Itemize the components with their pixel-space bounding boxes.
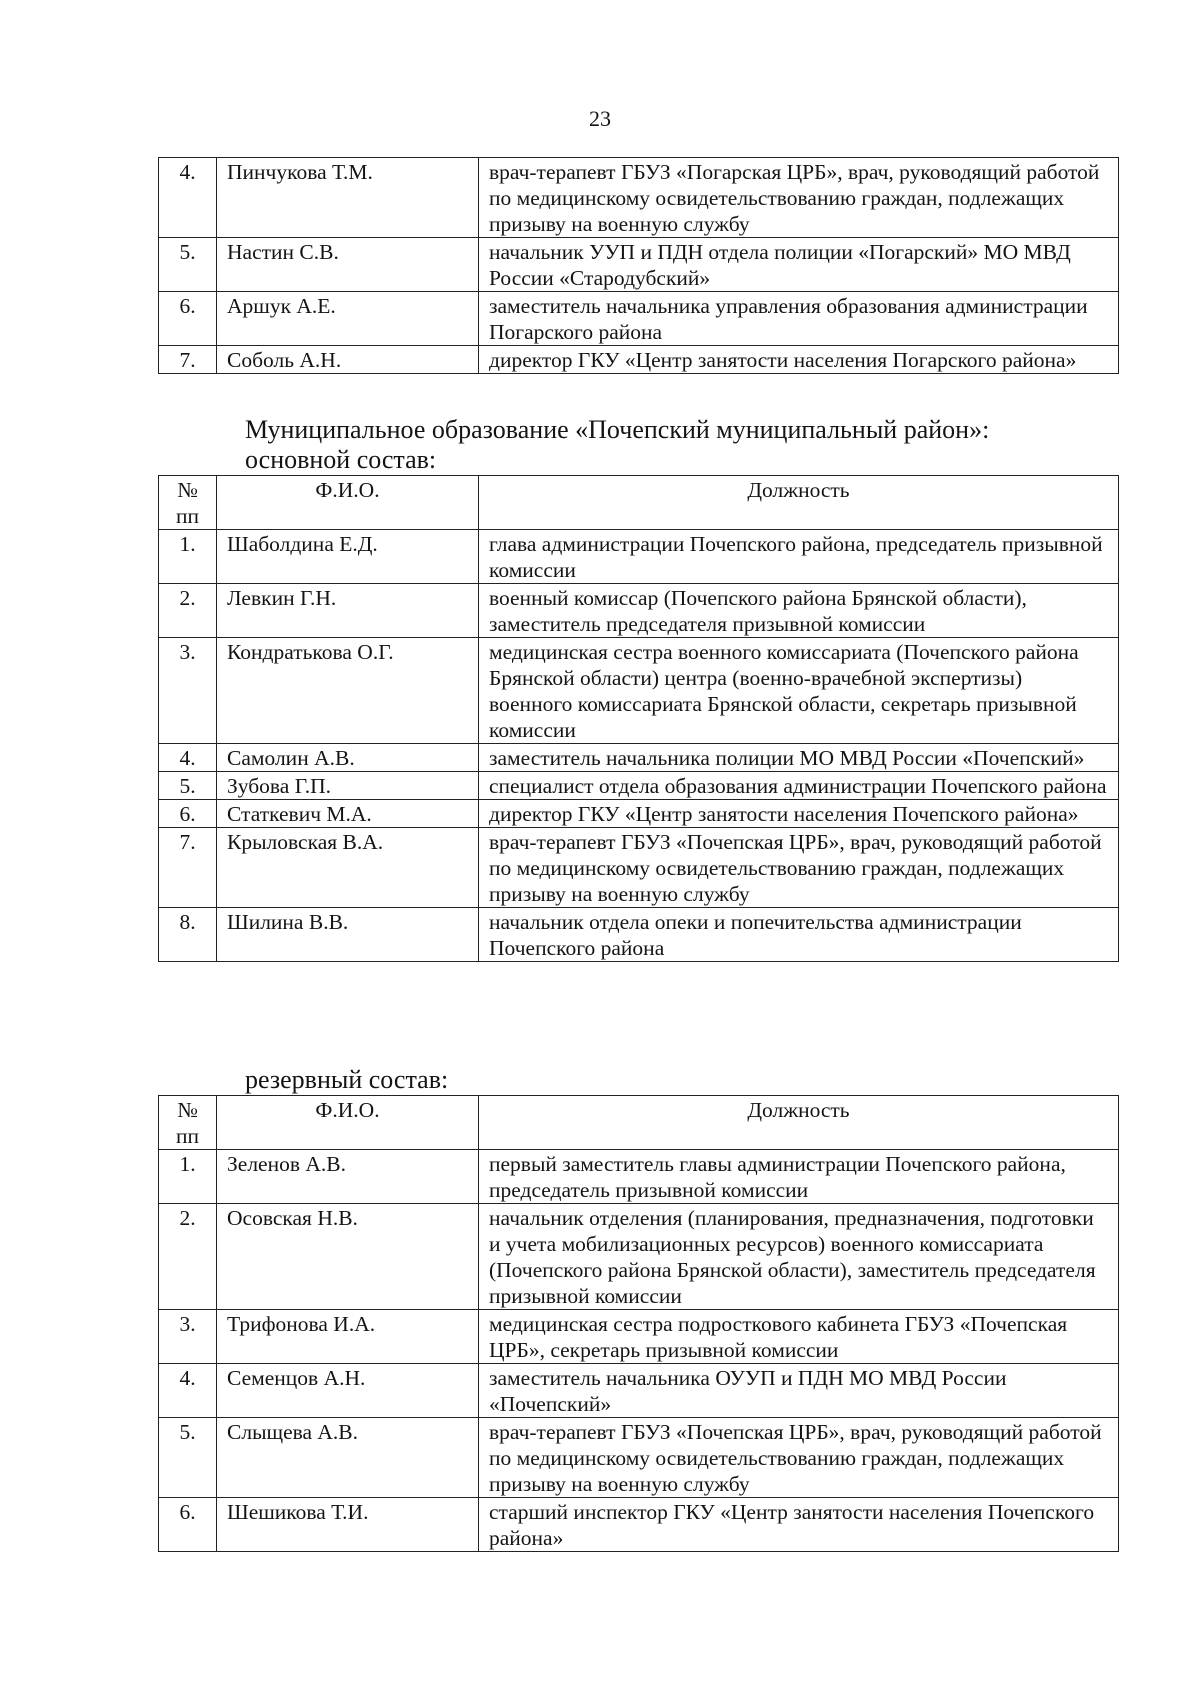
- table-row: [159, 1364, 1119, 1418]
- table-row: [159, 1418, 1119, 1498]
- table-reserve-composition: [158, 1095, 1119, 1552]
- cell-name: Соболь А.Н.: [217, 346, 479, 374]
- header-num: № пп: [159, 476, 217, 530]
- cell-num: 4.: [159, 1364, 217, 1418]
- cell-num: 7.: [159, 828, 217, 908]
- cell-num: 5.: [159, 238, 217, 292]
- cell-num: 4.: [159, 744, 217, 772]
- table-row: [159, 638, 1119, 744]
- cell-name: Левкин Г.Н.: [217, 584, 479, 638]
- section-subtitle-main: основной состав:: [245, 445, 437, 474]
- table-row: [159, 908, 1119, 962]
- cell-position: военный комиссар (Почепского района Брянской области), заместитель председателя призывной комиссии: [479, 584, 1119, 638]
- cell-num: 3.: [159, 638, 217, 744]
- table-row: [159, 1150, 1119, 1204]
- cell-position: начальник отделения (планирования, предназначения, подготовки и учета мобилизационных ресурсов) военного комиссариата (Почепского района Брянской области), заместитель председателя призывной комиссии: [479, 1204, 1119, 1310]
- cell-name: Пинчукова Т.М.: [217, 158, 479, 238]
- cell-position: начальник УУП и ПДН отдела полиции «Погарский» МО МВД России «Стародубский»: [479, 238, 1119, 292]
- cell-num: 4.: [159, 158, 217, 238]
- cell-num: 5.: [159, 1418, 217, 1498]
- table-row: [159, 292, 1119, 346]
- cell-position: начальник отдела опеки и попечительства администрации Почепского района: [479, 908, 1119, 962]
- table-row: [159, 744, 1119, 772]
- cell-name: Кондратькова О.Г.: [217, 638, 479, 744]
- page-number: 23: [589, 106, 611, 131]
- cell-num: 3.: [159, 1310, 217, 1364]
- cell-position: заместитель начальника ОУУП и ПДН МО МВД России «Почепский»: [479, 1364, 1119, 1418]
- table-row: [159, 1310, 1119, 1364]
- cell-position: старший инспектор ГКУ «Центр занятости населения Почепского района»: [479, 1498, 1119, 1552]
- cell-name: Осовская Н.В.: [217, 1204, 479, 1310]
- cell-position: директор ГКУ «Центр занятости населения Погарского района»: [479, 346, 1119, 374]
- table-row: [159, 828, 1119, 908]
- table-row: [159, 1204, 1119, 1310]
- table-pogar-continued: [158, 157, 1119, 374]
- header-position: Должность: [479, 476, 1119, 530]
- cell-position: первый заместитель главы администрации Почепского района, председатель призывной комиссии: [479, 1150, 1119, 1204]
- cell-position: медицинская сестра военного комиссариата (Почепского района Брянской области) центра (военно-врачебной экспертизы) военного комиссариата Брянской области, секретарь призывной комиссии: [479, 638, 1119, 744]
- cell-num: 1.: [159, 530, 217, 584]
- table-row: [159, 1498, 1119, 1552]
- cell-name: Шилина В.В.: [217, 908, 479, 962]
- cell-name: Зеленов А.В.: [217, 1150, 479, 1204]
- table-row: [159, 584, 1119, 638]
- cell-num: 1.: [159, 1150, 217, 1204]
- cell-num: 2.: [159, 584, 217, 638]
- cell-num: 7.: [159, 346, 217, 374]
- header-name: Ф.И.О.: [217, 1096, 479, 1150]
- cell-position: врач-терапевт ГБУЗ «Почепская ЦРБ», врач, руководящий работой по медицинскому освидетельствованию граждан, подлежащих призыву на военную службу: [479, 1418, 1119, 1498]
- cell-name: Самолин А.В.: [217, 744, 479, 772]
- cell-position: заместитель начальника управления образования администрации Погарского района: [479, 292, 1119, 346]
- cell-name: Статкевич М.А.: [217, 800, 479, 828]
- cell-num: 6.: [159, 800, 217, 828]
- table-main-composition: [158, 475, 1119, 962]
- section-subtitle-reserve: резервный состав:: [245, 1065, 449, 1094]
- cell-num: 8.: [159, 908, 217, 962]
- table-row: [159, 346, 1119, 374]
- cell-num: 5.: [159, 772, 217, 800]
- cell-name: Трифонова И.А.: [217, 1310, 479, 1364]
- table-row: [159, 772, 1119, 800]
- header-position: Должность: [479, 1096, 1119, 1150]
- cell-name: Зубова Г.П.: [217, 772, 479, 800]
- cell-name: Слыщева А.В.: [217, 1418, 479, 1498]
- header-num: № пп: [159, 1096, 217, 1150]
- cell-position: директор ГКУ «Центр занятости населения Почепского района»: [479, 800, 1119, 828]
- cell-name: Семенцов А.Н.: [217, 1364, 479, 1418]
- cell-num: 2.: [159, 1204, 217, 1310]
- table-row: [159, 238, 1119, 292]
- cell-num: 6.: [159, 292, 217, 346]
- header-name: Ф.И.О.: [217, 476, 479, 530]
- cell-position: медицинская сестра подросткового кабинета ГБУЗ «Почепская ЦРБ», секретарь призывной комиссии: [479, 1310, 1119, 1364]
- table-row: [159, 530, 1119, 584]
- cell-position: глава администрации Почепского района, председатель призывной комиссии: [479, 530, 1119, 584]
- table-row: [159, 158, 1119, 238]
- cell-name: Аршук А.Е.: [217, 292, 479, 346]
- cell-position: врач-терапевт ГБУЗ «Погарская ЦРБ», врач, руководящий работой по медицинскому освидетельствованию граждан, подлежащих призыву на военную службу: [479, 158, 1119, 238]
- table-header-row: [159, 476, 1119, 530]
- cell-name: Шешикова Т.И.: [217, 1498, 479, 1552]
- cell-name: Крыловская В.А.: [217, 828, 479, 908]
- cell-position: специалист отдела образования администрации Почепского района: [479, 772, 1119, 800]
- cell-position: врач-терапевт ГБУЗ «Почепская ЦРБ», врач, руководящий работой по медицинскому освидетельствованию граждан, подлежащих призыву на военную службу: [479, 828, 1119, 908]
- table-header-row: [159, 1096, 1119, 1150]
- table-row: [159, 800, 1119, 828]
- cell-position: заместитель начальника полиции МО МВД России «Почепский»: [479, 744, 1119, 772]
- section-title-pochep: Муниципальное образование «Почепский муниципальный район»:: [245, 415, 990, 444]
- cell-name: Настин С.В.: [217, 238, 479, 292]
- cell-name: Шаболдина Е.Д.: [217, 530, 479, 584]
- cell-num: 6.: [159, 1498, 217, 1552]
